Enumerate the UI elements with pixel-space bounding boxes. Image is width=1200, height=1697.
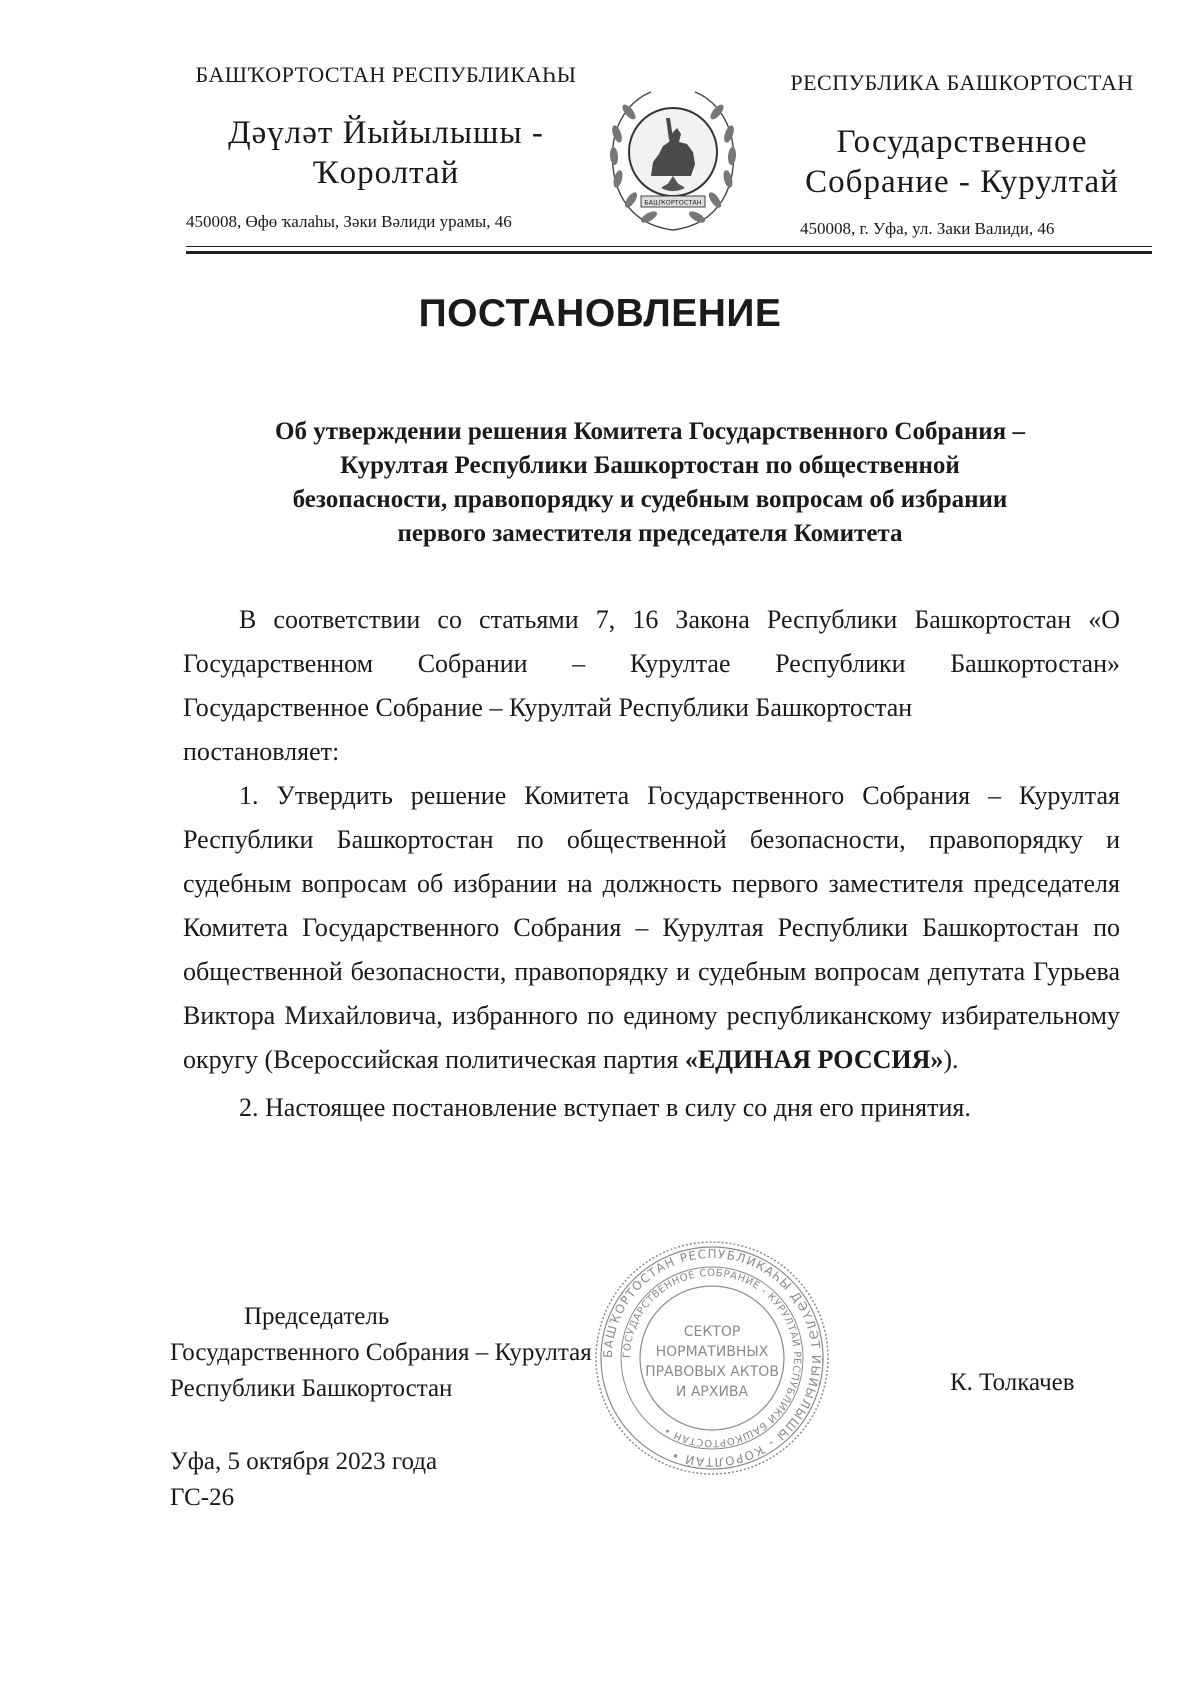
letterhead-left-name-line2: Ҡоролтай: [312, 155, 460, 191]
subject-line-4: первого заместителя председателя Комитета: [397, 520, 903, 547]
signatory-title: [170, 1299, 592, 1407]
place-date-line: Уфа, 5 октября 2023 года: [170, 1448, 438, 1475]
coat-of-arms-icon: [603, 84, 743, 234]
letterhead-right-address: 450008, г. Уфа, ул. Заки Валиди, 46: [800, 219, 1055, 238]
stamp-center-line-3: ПРАВОВЫХ АКТОВ: [645, 1364, 779, 1380]
letterhead-right-name-line1: Государственное: [836, 124, 1088, 160]
document-number: ГС-26: [170, 1484, 235, 1511]
document-subject: [190, 415, 1110, 551]
signatory-title-line2: Государственного Собрания – Курултая: [170, 1339, 592, 1366]
item-2-paragraph: 2. Настоящее постановление вступает в силу со дня его принятия.: [239, 1093, 971, 1122]
letterhead-right-republic: РЕСПУБЛИКА БАШКОРТОСТАН: [790, 70, 1134, 95]
letterhead-left-assembly-name: [186, 113, 586, 193]
letterhead-left-address: 450008, Өфө ҡалаһы, Зәки Вәлиди урамы, 46: [186, 212, 512, 231]
stamp-inner-ring-text: ГОСУДАРСТВЕННОЕ СОБРАНИЕ - КУРУЛТАЙ РЕСПУБЛИКИ БАШКОРТОСТАН •: [621, 1267, 803, 1449]
item-1-paragraph: [183, 774, 1120, 1082]
letterhead-rule-thin: [186, 246, 1152, 247]
letterhead-right-assembly-name: [772, 122, 1152, 202]
stamp-center-line-1: СЕКТОР: [683, 1324, 741, 1340]
subject-line-3: безопасности, правопорядку и судебным вопросам об избрании: [292, 486, 1008, 513]
letterhead-left-republic: БАШҠОРТОСТАН РЕСПУБЛИКАҺЫ: [195, 62, 577, 87]
stamp-center-line-4: И АРХИВА: [675, 1384, 749, 1400]
place-and-date: [170, 1444, 437, 1516]
official-stamp: [592, 1238, 832, 1478]
letterhead-rule-thick: [186, 251, 1152, 254]
item-1-text: 1. Утвердить решение Комитета Государственного Собрания – Курултая Республики Башкортостан по общественной безопасности, правопорядку и судебным вопросам об избрании на должность первого заместителя председателя Комитета Государственного Собрания – Курултая Республики Башкортостан по общественной безопасности, правопорядку и судебным вопросам депутата Гурьева Виктора Михайловича, избранного по единому республиканскому избирательному округу (Всероссийская политическая партия: [183, 781, 1120, 1074]
stamp-center-line-2: НОРМАТИВНЫХ: [655, 1344, 769, 1360]
emblem-ribbon-text: БАШҠОРТОСТАН: [644, 198, 702, 207]
resolves-word: постановляет:: [183, 737, 340, 766]
signatory-title-line1: Председатель: [244, 1303, 390, 1330]
letterhead-left-name-line1: Дәүләт Йыйылышы -: [228, 115, 544, 151]
document-type-title: ПОСТАНОВЛЕНИЕ: [418, 292, 782, 335]
preamble-paragraph: В соответствии со статьями 7, 16 Закона Республики Башкортостан «О Государственном Собрании – Курултае Республики Башкортостан» Государственное Собрание – Курултай Республики Башкортостан: [183, 605, 1120, 722]
item-1-party: «ЕДИНАЯ РОССИЯ»: [684, 1045, 944, 1074]
signatory-title-line3: Республики Башкортостан: [170, 1375, 453, 1402]
document-body: [183, 598, 1120, 1130]
signatory-name: К. Толкачев: [950, 1369, 1075, 1396]
subject-line-1: Об утверждении решения Комитета Государственного Собрания –: [275, 418, 1025, 445]
stamp-outer-ring-text: БАШҠОРТОСТАН РЕСПУБЛИКАҺЫ ДӘҮЛӘТ ЙЫЙЫЛЫШЫ - ҠОРОЛТАЙ •: [600, 1246, 824, 1470]
subject-line-2: Курултая Республики Башкортостан по общественной: [340, 452, 960, 479]
letterhead-right-name-line2: Собрание - Курултай: [805, 164, 1119, 200]
item-1-end: ).: [943, 1045, 959, 1074]
